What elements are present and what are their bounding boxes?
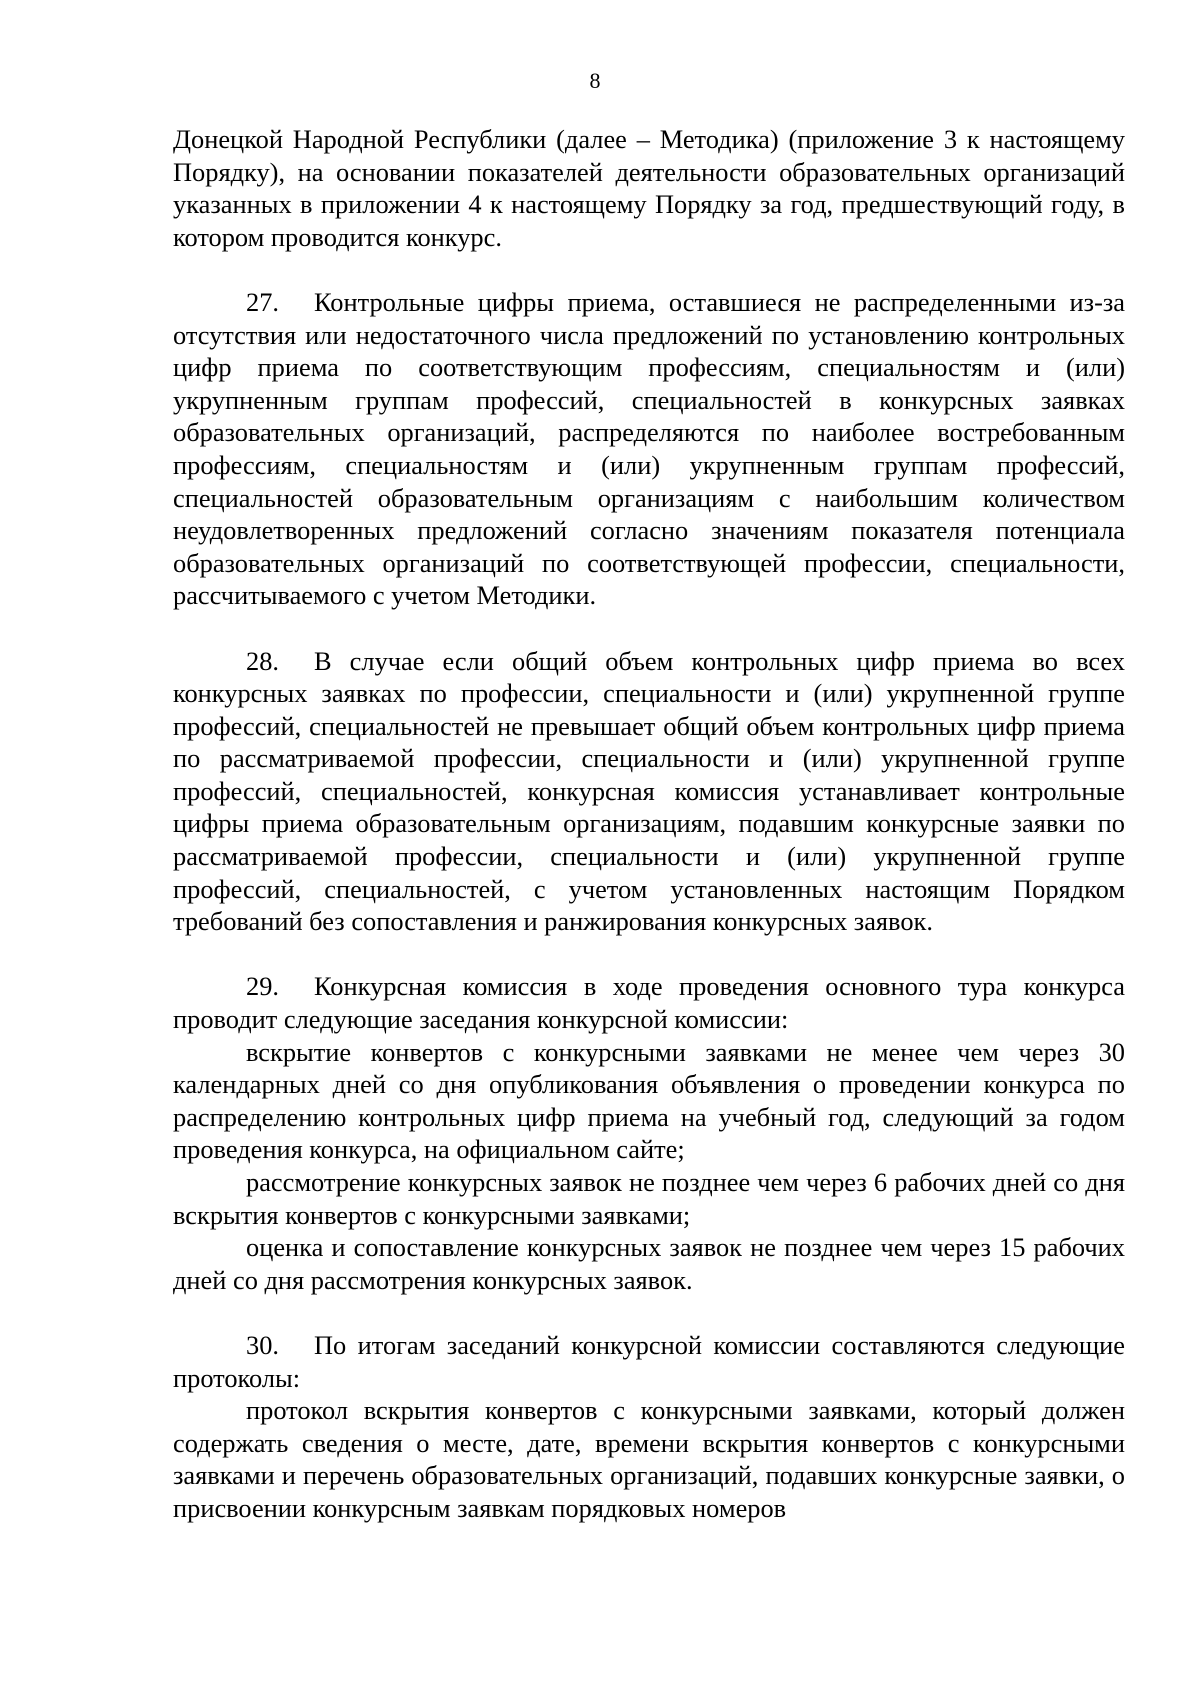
paragraph-29 (173, 970, 1125, 1035)
paragraph-text: По итогам заседаний конкурсной комиссии составляются следующие протоколы: (173, 1329, 1125, 1393)
paragraph-27 (173, 286, 1125, 612)
paragraph-number: 28. (246, 645, 279, 676)
paragraph-30 (173, 1329, 1125, 1394)
paragraph-number: 27. (246, 286, 279, 317)
paragraph-29-item-2: рассмотрение конкурсных заявок не позднее чем через 6 рабочих дней со дня вскрытия конвертов с конкурсными заявками; (173, 1167, 1125, 1230)
document-body (173, 123, 1125, 1525)
paragraph-29-item-1: вскрытие конвертов с конкурсными заявками не менее чем через 30 календарных дней со дня опубликования объявления о проведении конкурса по распределению контрольных цифр приема на учебный год, следующий за годом проведения конкурса, на официальном сайте; (173, 1036, 1125, 1165)
page-number: 8 (589, 68, 601, 93)
paragraph-intro: Донецкой Народной Республики (далее – Методика) (приложение 3 к настоящему Порядку), на основании показателей деятельности образовательных организаций указанных в приложении 4 к настоящему Порядку за год, предшествующий году, в котором проводится конкурс. (173, 124, 1125, 252)
paragraph-number: 29. (246, 971, 279, 1002)
paragraph-text: В случае если общий объем контрольных цифр приема во всех конкурсных заявках по профессии, специальности и (или) укрупненной группе профессий, специальностей не превышает общий объем контрольных цифр приема по рассматриваемой профессии, специальности и (или) укрупненной группе профессий, специальностей, конкурсная комиссия устанавливает контрольные цифры приема образовательным организациям, подавшим конкурсные заявки по рассматриваемой профессии, специальности и (или) укрупненной группе профессий, специальностей, с учетом установленных настоящим Порядком требований без сопоставления и ранжирования конкурсных заявок. (173, 645, 1125, 937)
paragraph-text: Конкурсная комиссия в ходе проведения основного тура конкурса проводит следующие заседания конкурсной комиссии: (173, 971, 1125, 1035)
paragraph-number: 30. (246, 1329, 279, 1360)
paragraph-30-item-1: протокол вскрытия конвертов с конкурсными заявками, который должен содержать сведения о месте, дате, времени вскрытия конвертов с конкурсными заявками и перечень образовательных организаций, подавших конкурсные заявки, о присвоении конкурсным заявкам порядковых номеров (173, 1395, 1125, 1523)
paragraph-28 (173, 645, 1125, 938)
paragraph-text: Контрольные цифры приема, оставшиеся не распределенными из-за отсутствия или недостаточного числа предложений по установлению контрольных цифр приема по соответствующим профессиям, специальностям и (или) укрупненным группам профессий, специальностей в конкурсных заявках образовательных организаций, распределяются по наиболее востребованным профессиям, специальностям и (или) укрупненным группам профессий, специальностей образовательным организациям с наибольшим количеством неудовлетворенных предложений согласно значениям показателя потенциала образовательных организаций по соответствующей профессии, специальности, рассчитываемого с учетом Методики. (173, 286, 1125, 611)
paragraph-29-item-3: оценка и сопоставление конкурсных заявок не позднее чем через 15 рабочих дней со дня рассмотрения конкурсных заявок. (173, 1232, 1125, 1295)
